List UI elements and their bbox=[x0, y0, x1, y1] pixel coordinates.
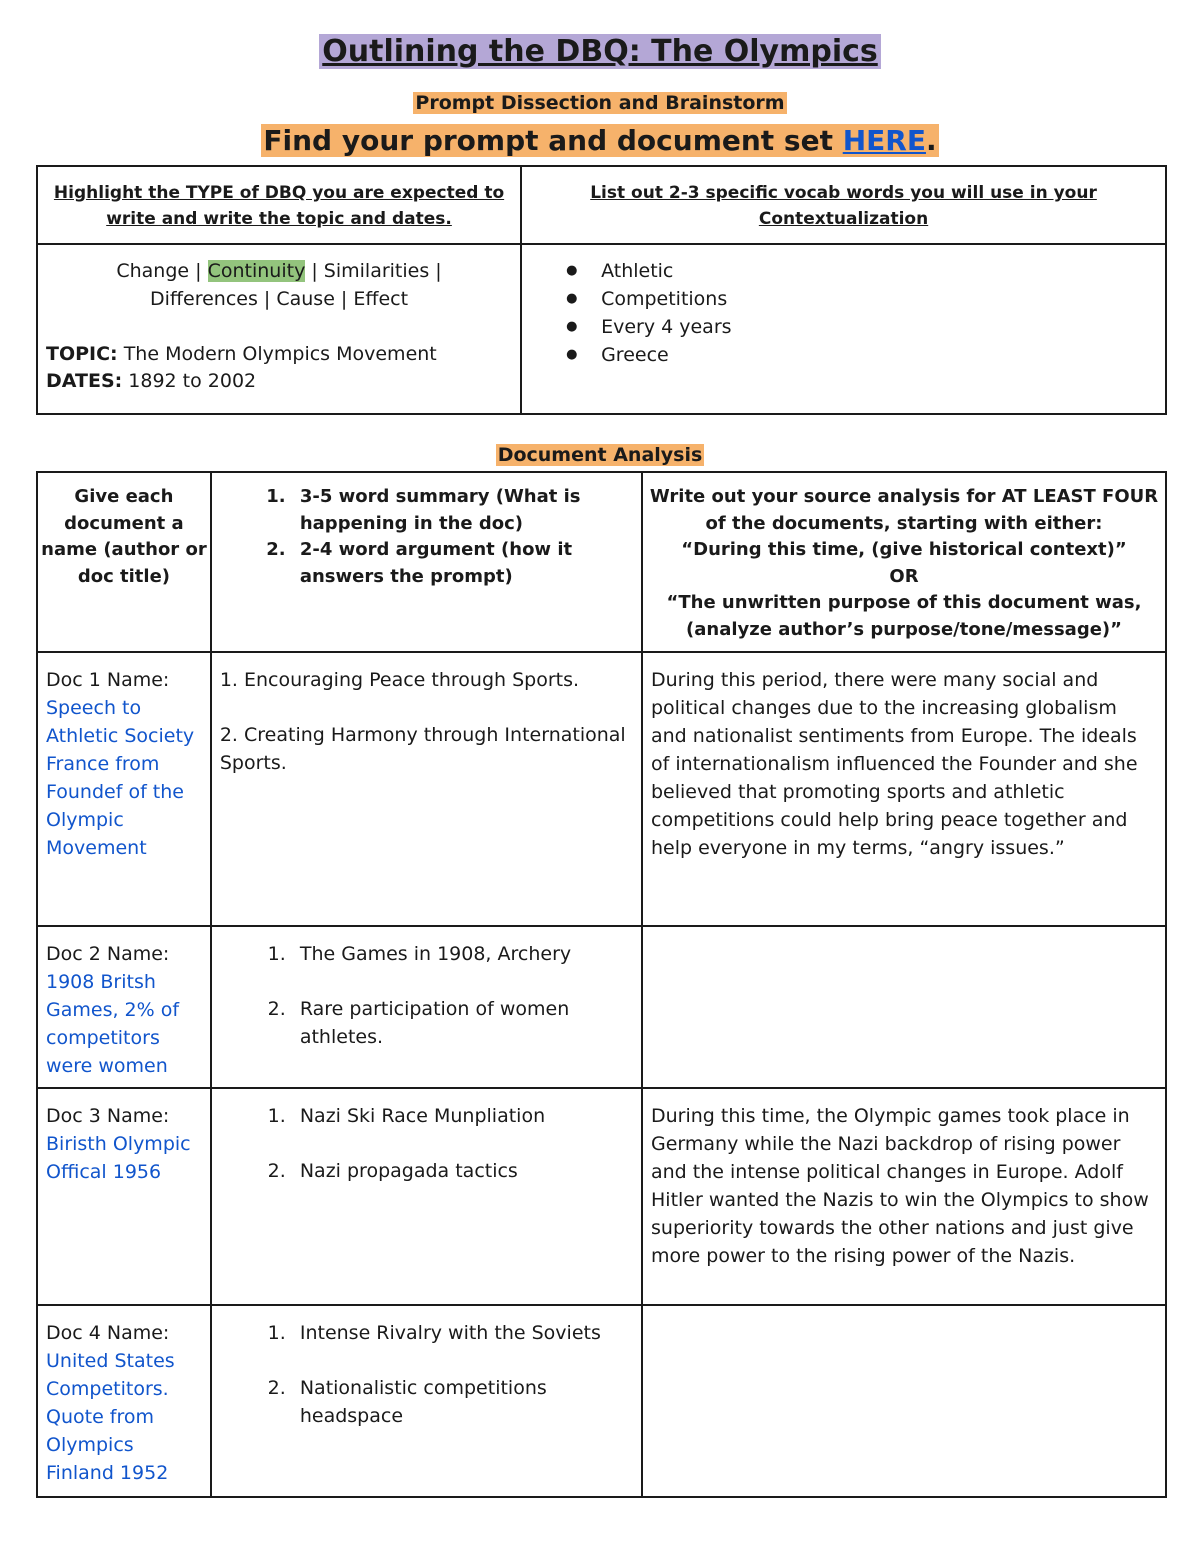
table-row bbox=[37, 652, 1166, 926]
topic-dates: TOPIC: The Modern Olympics Movement DATES: 1892 to 2002 bbox=[46, 343, 437, 392]
header-doc-name: Give each document a name (author or doc title) bbox=[37, 472, 211, 652]
doc-name-cell: Doc 4 Name: United States Competitors. Quote from Olympics Finland 1952 bbox=[46, 1322, 175, 1484]
doc-summary-cell: 1. Nazi Ski Race Munpliation 2. Nazi propagada tactics bbox=[212, 1102, 641, 1185]
type-change[interactable]: Change bbox=[116, 260, 190, 282]
doc-analysis-cell: During this period, there were many social and political changes due to the increasing globalism and nationalist sentiments from Europe. The ideals of internationalism influenced the Founder and she believed that promoting sports and athletic competitions could help bring peace together and help everyone in my terms, “angry issues.” bbox=[651, 669, 1138, 859]
type-similarities[interactable]: Similarities bbox=[323, 260, 430, 282]
type-effect[interactable]: Effect bbox=[353, 288, 409, 310]
type-cell bbox=[37, 244, 521, 414]
document-analysis-table bbox=[36, 471, 1167, 1498]
doc-name-cell: Doc 1 Name: Speech to Athletic Society France from Foundef of the Olympic Movement bbox=[46, 669, 195, 859]
table-row bbox=[37, 1305, 1166, 1497]
vocab-item: ● Athletic bbox=[566, 257, 1165, 285]
doc-name-cell: Doc 2 Name: 1908 Britsh Games, 2% of competitors were women bbox=[46, 943, 180, 1077]
header-analysis: Write out your source analysis for AT LEAST FOUR of the documents, starting with either: “During this time, (give historical context)” OR “The unwritten purpose of this document was, (analyze author’s purpose/tone/message)” bbox=[642, 472, 1166, 652]
topic-value: The Modern Olympics Movement bbox=[117, 343, 437, 365]
vocab-cell bbox=[521, 244, 1166, 414]
section-title-brainstorm: Prompt Dissection and Brainstorm bbox=[415, 92, 785, 114]
page-title: Outlining the DBQ: The Olympics bbox=[0, 34, 1200, 69]
doc-analysis-cell bbox=[643, 1306, 1165, 1319]
table-row bbox=[37, 926, 1166, 1088]
type-header-cell: Highlight the TYPE of DBQ you are expected to write and write the topic and dates. bbox=[37, 166, 521, 244]
doc-summary-cell: 1. Intense Rivalry with the Soviets 2. Nationalistic competitions headspace bbox=[212, 1319, 641, 1430]
type-cause[interactable]: Cause bbox=[276, 288, 335, 310]
type-continuity[interactable]: Continuity bbox=[207, 260, 306, 282]
vocab-list bbox=[522, 245, 1165, 369]
vocab-item: ● Greece bbox=[566, 341, 1165, 369]
doc-analysis-cell bbox=[643, 927, 1165, 940]
table-row bbox=[37, 1088, 1166, 1305]
doc-summary-cell: 1. The Games in 1908, Archery 2. Rare participation of women athletes. bbox=[212, 940, 641, 1051]
doc-title: 1908 Britsh Games, 2% of competitors were women bbox=[46, 971, 180, 1077]
type-differences[interactable]: Differences bbox=[150, 288, 258, 310]
here-link[interactable]: HERE bbox=[842, 124, 926, 157]
doc-summary-cell: 1. Encouraging Peace through Sports. 2. Creating Harmony through International Sports. bbox=[219, 669, 626, 774]
doc-name-cell: Doc 3 Name: Biristh Olympic Offical 1956 bbox=[46, 1105, 191, 1183]
section-title-analysis: Document Analysis bbox=[497, 444, 703, 466]
dbq-type-options: Change | Continuity | Similarities | Differences | Cause | Effect bbox=[116, 260, 442, 310]
doc-title: United States Competitors. Quote from Olympics Finland 1952 bbox=[46, 1350, 175, 1484]
vocab-header-cell: List out 2-3 specific vocab words you will use in your Contextualization bbox=[521, 166, 1166, 244]
vocab-item: ● Every 4 years bbox=[566, 313, 1165, 341]
prompt-line: Find your prompt and document set HERE. bbox=[263, 124, 937, 157]
brainstorm-table bbox=[36, 165, 1167, 415]
doc-title: Biristh Olympic Offical 1956 bbox=[46, 1133, 191, 1183]
vocab-item: ● Competitions bbox=[566, 285, 1165, 313]
doc-title: Speech to Athletic Society France from Foundef of the Olympic Movement bbox=[46, 697, 195, 859]
doc-analysis-cell: During this time, the Olympic games took place in Germany while the Nazi backdrop of rising power and the intense political changes in Europe. Adolf Hitler wanted the Nazis to win the Olympics to show superiority towards the other nations and just give more power to the rising power of the Nazis. bbox=[651, 1105, 1149, 1267]
dates-value: 1892 to 2002 bbox=[122, 370, 257, 392]
header-summary: 1. 3-5 word summary (What is happening in the doc) 2. 2-4 word argument (how it answers the prompt) bbox=[211, 472, 642, 652]
